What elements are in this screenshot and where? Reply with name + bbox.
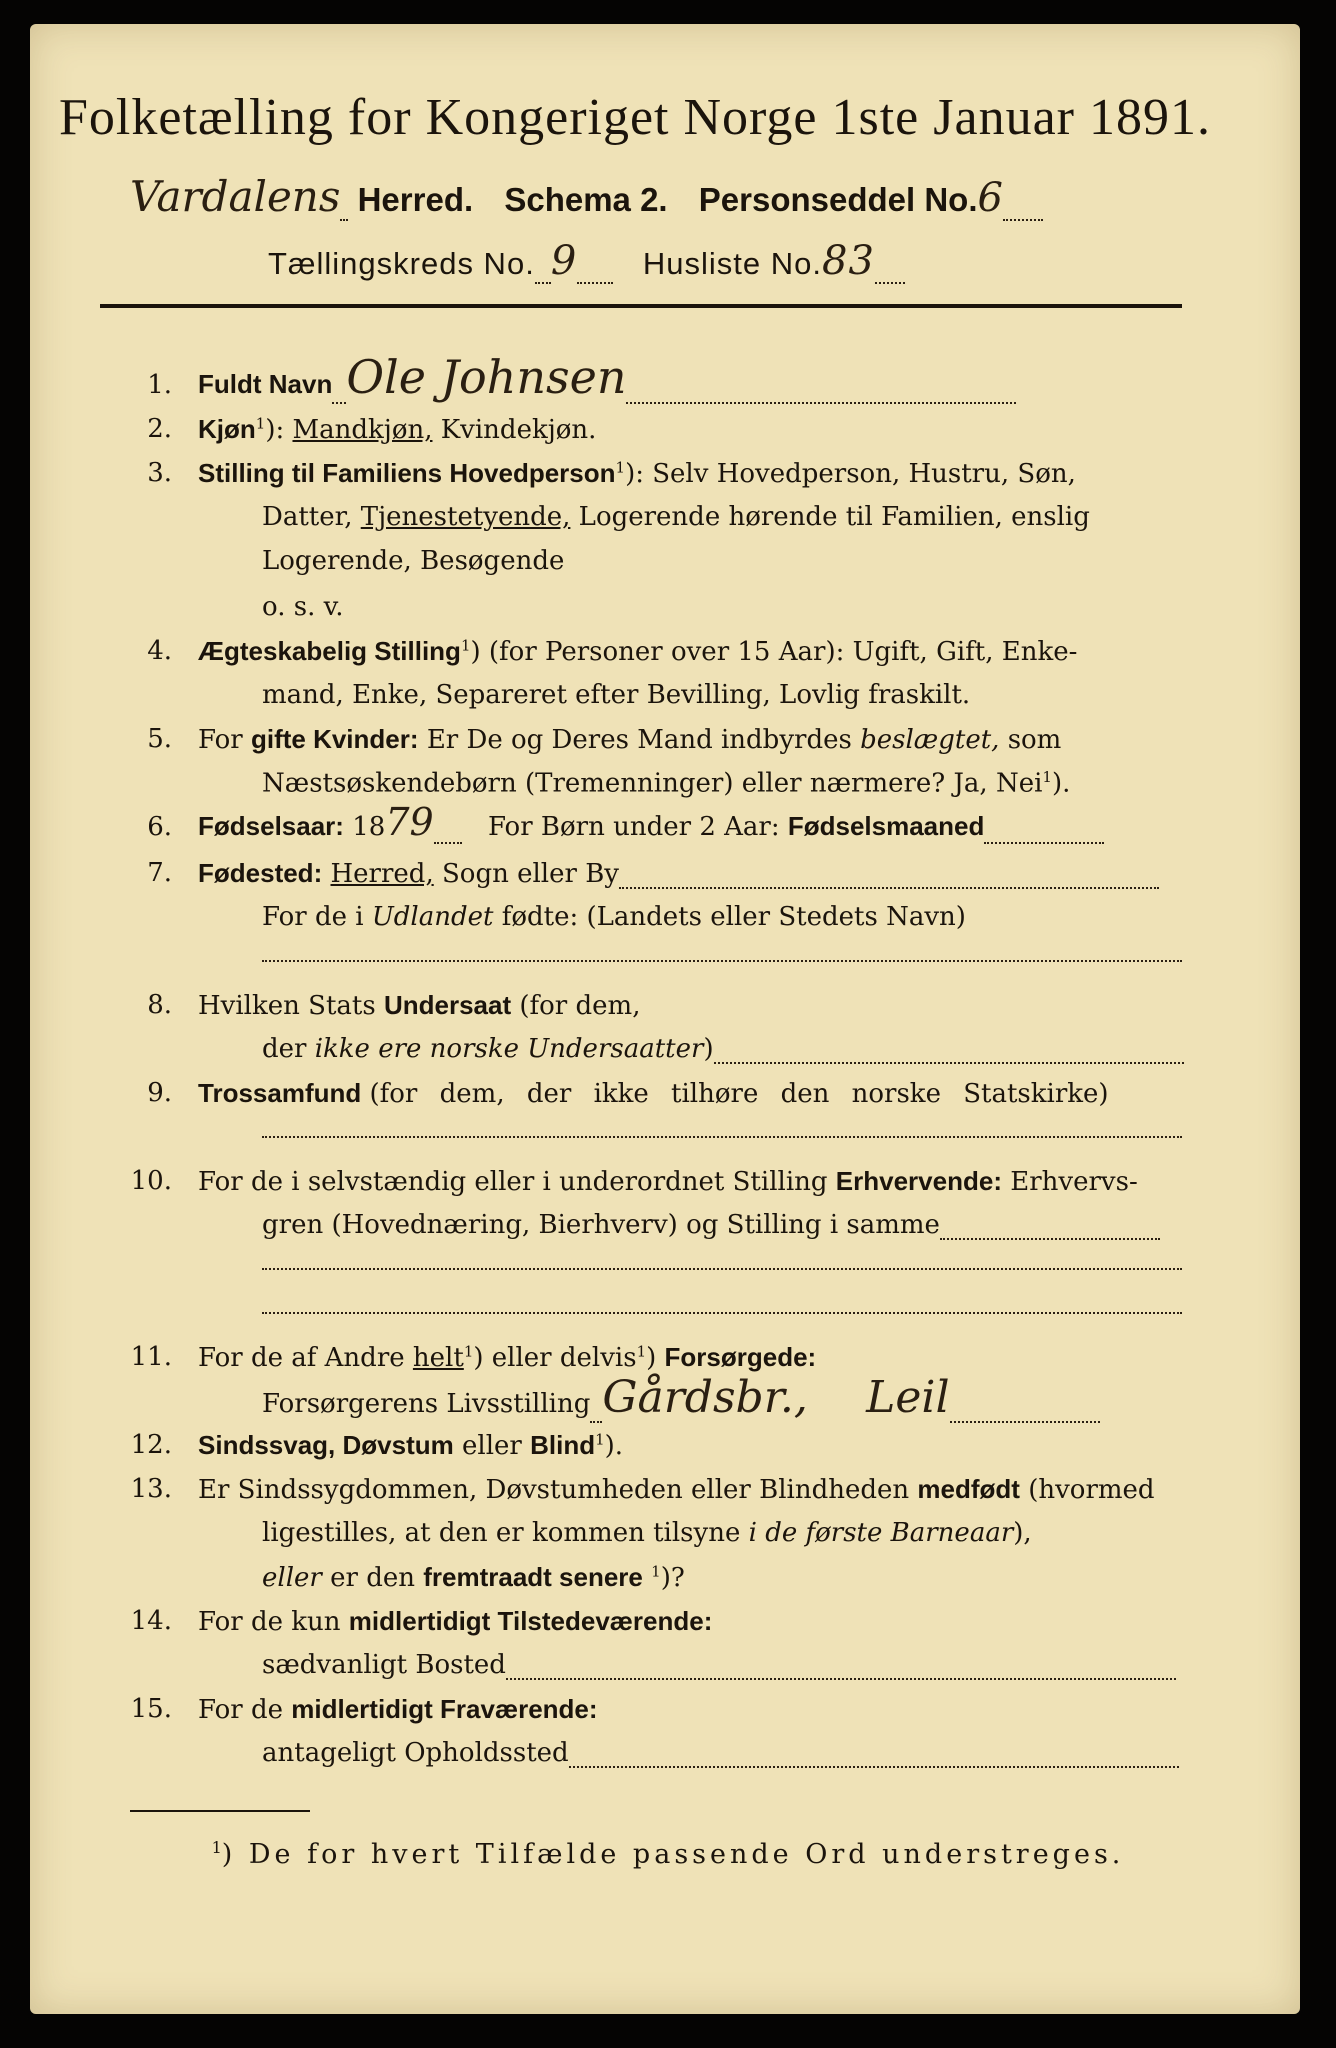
footnote-marker: 1 — [211, 1838, 222, 1857]
item-12-disability — [198, 1430, 623, 1461]
item-text: fødte: (Landets eller Stedets Navn) — [501, 902, 966, 932]
footnote-ref: 1 — [636, 1342, 647, 1361]
birth-month-label: Fødselsmaaned — [787, 811, 985, 841]
sex-separator: ): — [265, 415, 285, 445]
full-name-label: Fuldt Navn — [198, 369, 333, 399]
blind-label: Blind — [530, 1430, 596, 1460]
family-position-text: Logerende hørende til Familien, enslig — [578, 502, 1090, 532]
usual-residence-label: sædvanligt Bosted — [262, 1650, 506, 1680]
item-text: For de i selvstændig eller i underordnet Stilling — [198, 1167, 828, 1197]
marital-status-label: Ægteskabelig Stilling — [198, 636, 461, 666]
item-text: eller — [462, 1431, 522, 1461]
item-text: Hvilken Stats — [198, 991, 376, 1021]
item-number: 12. — [130, 1430, 172, 1460]
footnote-ref: 1 — [460, 636, 471, 655]
item-text: ). — [1051, 768, 1071, 799]
item-text: Er Sindssygdommen, Døvstumheden eller Blindheden — [198, 1475, 910, 1505]
citizenship-label: Undersaat — [383, 990, 512, 1020]
item-text: (hvormed — [1028, 1475, 1155, 1505]
item-text: der — [262, 1034, 307, 1064]
item-number: 9. — [147, 1078, 172, 1108]
herred-line — [130, 172, 1043, 221]
birthplace-selected: Herred, — [330, 859, 434, 889]
item-text: ikke ere norske Undersaatter — [314, 1034, 704, 1064]
item-number: 6. — [147, 812, 172, 842]
item-text: er den — [330, 1563, 415, 1593]
provider-occupation-value: Gårdsbr., — [602, 1372, 808, 1423]
support-selected: helt — [412, 1343, 464, 1373]
marital-status-text: ) (for Personer over 15 Aar): Ugift, Gift, Enke- — [470, 637, 1078, 667]
footnote-ref: 1 — [651, 1562, 661, 1581]
herred-value: Vardalens — [130, 172, 341, 221]
personseddel-value: 6 — [977, 175, 1003, 221]
dotted-fill-line — [262, 1312, 1182, 1314]
item-number: 13. — [130, 1474, 172, 1504]
item-8-line-a — [198, 990, 640, 1021]
supported-label: Forsørgede: — [664, 1342, 817, 1372]
kreds-label: Tællingskreds No. — [268, 246, 535, 281]
item-text: ), — [1013, 1518, 1032, 1548]
full-name-value: Ole Johnsen — [346, 350, 627, 404]
item-text: For de af Andre — [198, 1343, 405, 1373]
related-term: beslægtet, — [860, 725, 1000, 755]
item-text: (for dem, der ikke tilhøre den norske Statskirke) — [369, 1079, 1109, 1109]
item-number: 2. — [147, 414, 172, 444]
item-number: 8. — [147, 990, 172, 1020]
footnote-ref: 1 — [615, 458, 626, 477]
item-14-line-a — [198, 1606, 712, 1637]
item-number: 7. — [147, 858, 172, 888]
item-15-line-b — [262, 1738, 1179, 1768]
family-position-selected: Tjenestetyende, — [360, 502, 571, 532]
item-7-line-b — [262, 902, 966, 932]
item-15-line-a — [198, 1694, 598, 1725]
item-3-line-b — [262, 502, 1090, 532]
item-text: Er De og Deres Mand indbyrdes — [426, 725, 852, 755]
item-number: 10. — [130, 1166, 172, 1196]
item-10-line-b — [262, 1210, 1160, 1240]
occupation-label: Erhvervende: — [835, 1166, 1002, 1196]
family-position-options: ): Selv Hovedperson, Hustru, Søn, — [625, 459, 1076, 489]
congenital-label: medfødt — [917, 1474, 1020, 1504]
later-onset-label: fremtraadt senere — [423, 1562, 643, 1592]
item-14-line-b — [262, 1650, 1176, 1680]
disability-label: Sindssvag, Døvstum — [198, 1430, 454, 1460]
dotted-fill-line — [262, 960, 1182, 962]
item-4-line-a — [198, 636, 1077, 667]
dotted-fill-line — [262, 1268, 1182, 1270]
item-13-line-c — [262, 1562, 685, 1593]
personseddel-label: Personseddel No. — [698, 181, 978, 218]
item-text: For — [198, 725, 243, 755]
footnote-rule — [130, 1810, 310, 1812]
item-1-full-name — [198, 350, 1016, 404]
item-text: ) — [646, 1343, 657, 1373]
item-text: Næstsøskendebørn (Tremenninger) eller nærmere? Ja, Nei — [262, 768, 1043, 799]
item-number: 3. — [147, 458, 172, 488]
item-7-birthplace — [198, 858, 1159, 889]
item-4-line-b: mand, Enke, Separeret efter Bevilling, Lovlig fraskilt. — [262, 680, 971, 710]
item-text: ). — [604, 1431, 624, 1461]
birth-year-value: 79 — [385, 800, 434, 844]
family-position-label: Stilling til Familiens Hovedperson — [198, 458, 616, 488]
item-3-line-c: Logerende, Besøgende — [262, 546, 565, 576]
item-text: For de kun — [198, 1607, 341, 1637]
item-text: gren (Hovednæring, Bierhverv) og Stilling i samme — [262, 1210, 940, 1240]
religion-label: Trossamfund — [198, 1078, 362, 1108]
item-number: 5. — [147, 724, 172, 754]
family-position-text: Datter, — [262, 502, 353, 532]
temporary-present-label: midlertidigt Tilstedeværende: — [348, 1606, 713, 1636]
item-text: For de i — [262, 902, 364, 932]
footnote-ref: 1 — [1042, 768, 1052, 786]
item-text: (for dem, — [519, 991, 641, 1021]
sex-option-male: Mandkjøn, — [292, 415, 433, 445]
item-13-line-b — [262, 1518, 1032, 1548]
dotted-fill-line — [262, 1136, 1182, 1138]
birth-year-label: Fødselsaar: — [198, 811, 344, 841]
temporary-absent-label: midlertidigt Fraværende: — [291, 1694, 598, 1724]
item-10-line-a — [198, 1166, 1138, 1197]
item-number: 14. — [130, 1606, 172, 1636]
item-11-line-a — [198, 1342, 816, 1373]
form-title: Folketælling for Kongeriget Norge 1ste Januar 1891. — [59, 89, 1211, 146]
birth-year-prefix: 18 — [352, 812, 386, 842]
item-number: 11. — [130, 1342, 172, 1372]
provider-occupation-label: Forsørgerens Livsstilling — [262, 1389, 591, 1419]
item-5-line-b — [262, 768, 1070, 799]
schema-label: Schema 2. — [504, 181, 668, 218]
item-text: som — [1007, 725, 1062, 755]
item-text: Erhvervs- — [1010, 1167, 1138, 1197]
item-9-religion — [198, 1078, 1109, 1109]
item-2-sex — [198, 414, 596, 445]
item-number: 15. — [130, 1694, 172, 1724]
husliste-label: Husliste No. — [642, 246, 822, 281]
item-text: i de første Barneaar — [748, 1518, 1014, 1548]
header-rule — [100, 304, 1182, 308]
item-text: eller — [262, 1563, 322, 1593]
footnote-text: ) De for hvert Tilfælde passende Ord understreges. — [221, 1839, 1125, 1870]
kreds-value: 9 — [550, 238, 578, 284]
item-text: For Børn under 2 Aar: — [487, 812, 780, 842]
item-5-line-a — [198, 724, 1061, 755]
item-text: Udlandet — [371, 902, 494, 932]
item-3-line-a — [198, 458, 1076, 489]
probable-stay-label: antageligt Opholdssted — [262, 1738, 569, 1768]
herred-label: Herred. — [357, 181, 474, 218]
item-11-line-b — [262, 1372, 1100, 1423]
footnote-ref: 1 — [463, 1342, 474, 1361]
item-text: Sogn eller By — [441, 859, 619, 889]
item-text: ligestilles, at den er kommen tilsyne — [262, 1518, 741, 1548]
sex-label: Kjøn — [198, 414, 256, 444]
item-text: For de — [198, 1695, 283, 1725]
sex-option-female: Kvindekjøn. — [440, 415, 597, 445]
birthplace-label: Fødested: — [198, 858, 323, 888]
item-number: 4. — [147, 636, 172, 666]
item-text: ) eller delvis — [473, 1343, 637, 1373]
item-number: 1. — [147, 370, 172, 400]
married-women-label: gifte Kvinder: — [250, 724, 419, 754]
item-6-birth-year — [198, 800, 1104, 844]
footnote-ref: 1 — [255, 414, 266, 433]
item-3-line-d: o. s. v. — [262, 592, 344, 622]
item-13-line-a — [198, 1474, 1155, 1505]
item-8-line-b — [262, 1034, 1184, 1064]
footnote-ref: 1 — [595, 1430, 605, 1449]
footnote — [0, 1838, 1336, 1870]
kreds-line — [268, 238, 905, 284]
item-text: )? — [660, 1563, 685, 1593]
item-text: ) — [703, 1034, 714, 1064]
provider-occupation-value-2: Leil — [866, 1372, 950, 1423]
husliste-value: 83 — [822, 238, 875, 284]
